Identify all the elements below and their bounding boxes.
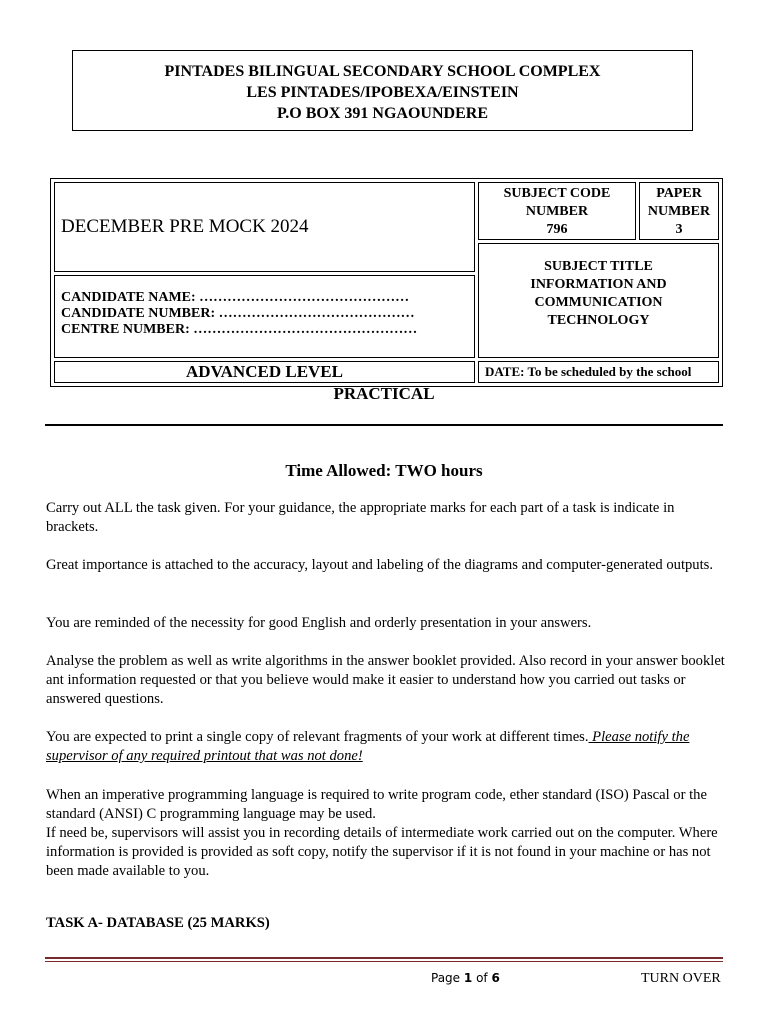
- school-header: [72, 50, 693, 131]
- total-pages: 6: [491, 971, 500, 985]
- centre-number-field: CENTRE NUMBER: …………………………………………: [61, 322, 418, 337]
- instruction-paragraph-1: Carry out ALL the task given. For your guidance, the appropriate marks for each part of a task is indicate in brackets.: [46, 500, 675, 535]
- school-branches: LES PINTADES/IPOBEXA/EINSTEIN: [246, 84, 519, 101]
- instruction-paragraph-6: When an imperative programming language is required to write program code, ether standard (ISO) Pascal or the standard (ANSI) C programming language may be used.: [46, 787, 707, 822]
- exam-info-table: [50, 178, 723, 387]
- turn-over-label: TURN OVER: [641, 971, 721, 986]
- page-number: [431, 971, 500, 985]
- footer-rule: [45, 957, 723, 959]
- instruction-paragraph-3: You are reminded of the necessity for good English and orderly presentation in your answers.: [46, 615, 592, 631]
- paper-label-2: NUMBER: [647, 204, 711, 219]
- subject-code-cell: [478, 182, 636, 240]
- exam-title-cell: [54, 182, 475, 272]
- current-page: 1: [463, 971, 473, 985]
- of-word: of: [476, 971, 488, 985]
- paper-number-value: 3: [675, 222, 683, 237]
- instruction-paragraph-7: If need be, supervisors will assist you in recording details of intermediate work carried out on the computer. Where information is provided is provided as soft copy, notify the supervisor if it is not found in your machine or has not been made available to you.: [46, 825, 718, 879]
- paper-type: PRACTICAL: [333, 384, 435, 403]
- footer-rule-thin: [45, 961, 723, 962]
- candidate-number-field: CANDIDATE NUMBER: ……………………………………: [61, 306, 415, 321]
- subject-title-label: SUBJECT TITLE: [544, 259, 653, 274]
- exam-date: DATE: To be scheduled by the school: [485, 364, 692, 379]
- printout-warning: Please notify the supervisor of any required printout that was not done!: [46, 729, 690, 764]
- instruction-paragraph-5: [46, 728, 726, 766]
- subject-code-label-2: NUMBER: [525, 204, 589, 219]
- subject-title-cell: [478, 243, 719, 358]
- instruction-paragraph-2: Great importance is attached to the accuracy, layout and labeling of the diagrams and computer-generated outputs.: [46, 557, 713, 573]
- divider: [45, 424, 723, 426]
- paper-number-cell: [639, 182, 719, 240]
- date-cell: [478, 361, 719, 383]
- candidate-name-field: CANDIDATE NAME: ………………………………………: [61, 290, 410, 305]
- subject-title-line-2: COMMUNICATION: [534, 295, 663, 310]
- school-name: PINTADES BILINGUAL SECONDARY SCHOOL COMPLEX: [164, 63, 601, 80]
- level-cell: [54, 361, 475, 383]
- school-address: P.O BOX 391 NGAOUNDERE: [277, 105, 488, 122]
- page-word: Page: [431, 971, 461, 985]
- exam-title: DECEMBER PRE MOCK 2024: [61, 216, 309, 237]
- subject-code-value: 796: [546, 222, 568, 237]
- paper-label: PAPER: [656, 186, 702, 201]
- exam-level: ADVANCED LEVEL: [186, 362, 343, 381]
- instruction-paragraph-4: Analyse the problem as well as write algorithms in the answer booklet provided. Also record in your answer booklet ant information requested or that you believe would make it easier to understand how you carried out tasks or answered questions.: [46, 653, 725, 707]
- subject-title-line-1: INFORMATION AND: [530, 277, 667, 292]
- subject-code-label: SUBJECT CODE: [503, 186, 611, 201]
- task-heading: TASK A- DATABASE (25 MARKS): [46, 915, 270, 931]
- candidate-details-cell: [54, 275, 475, 358]
- subject-title-line-3: TECHNOLOGY: [547, 313, 650, 328]
- print-instruction: You are expected to print a single copy of relevant fragments of your work at different times.: [46, 729, 589, 745]
- time-allowed: Time Allowed: TWO hours: [285, 461, 483, 480]
